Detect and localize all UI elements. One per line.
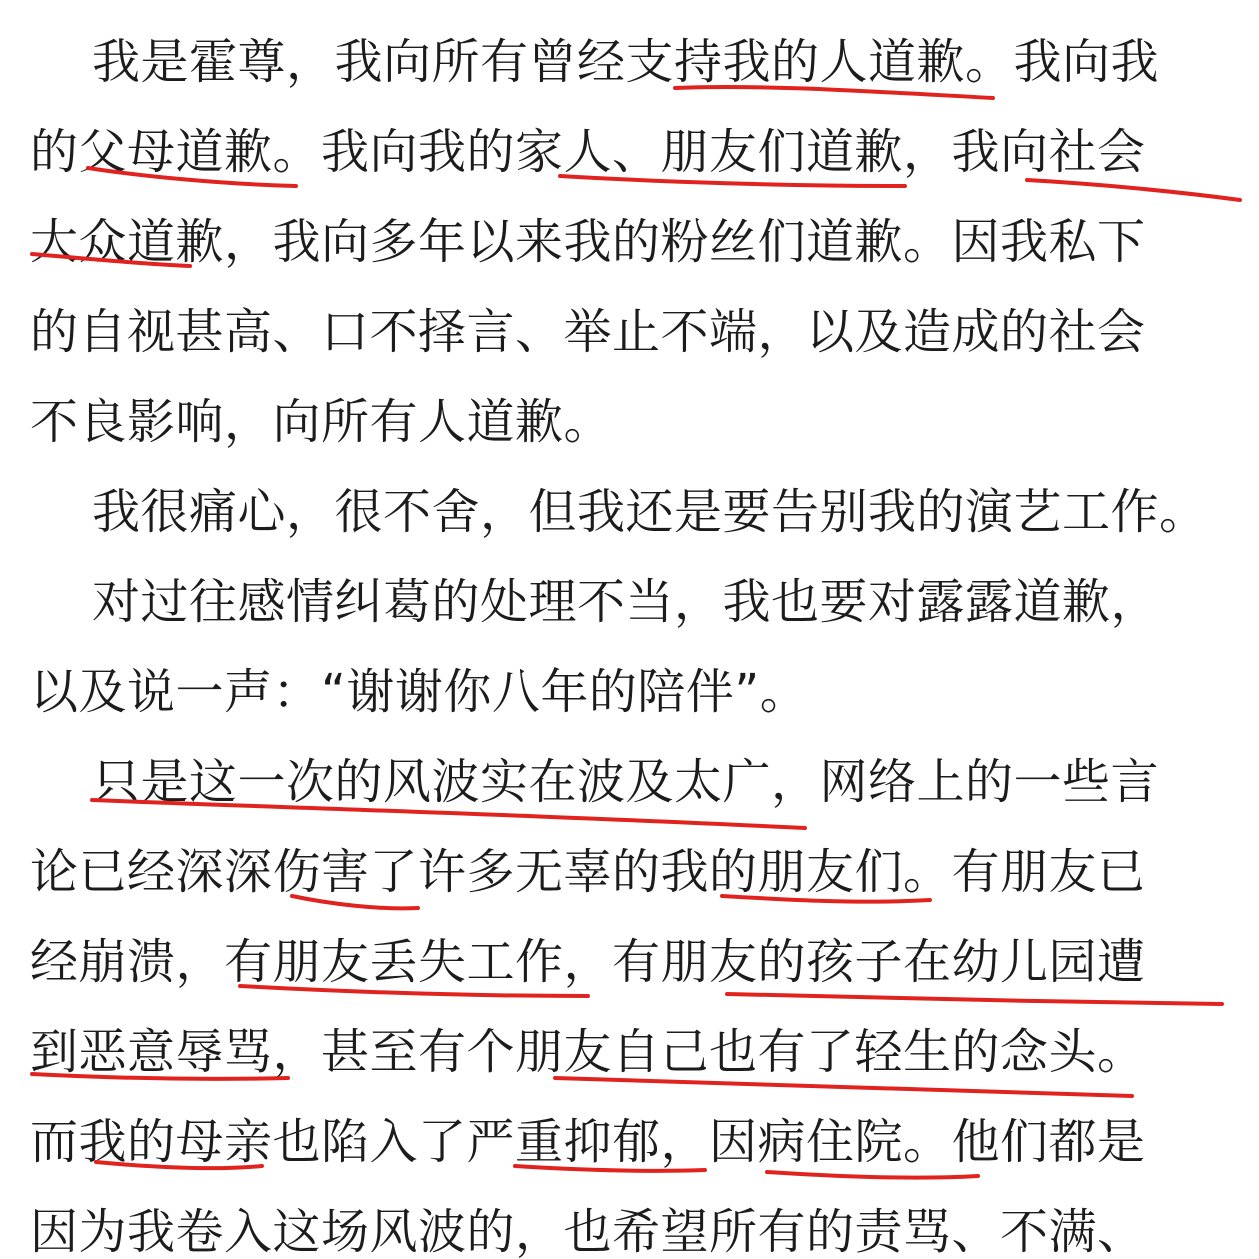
text-line-5: 不良影响，向所有人道歉。: [30, 394, 613, 450]
text-line-14: 因为我卷入这场风波的，也希望所有的责骂、不满、: [30, 1204, 1146, 1259]
text-line-8: 以及说一声：“谢谢你八年的陪伴”。: [30, 664, 809, 720]
text-line-7: 对过往感情纠葛的处理不当，我也要对露露道歉，: [92, 574, 1160, 630]
text-line-6: 我很痛心，很不舍，但我还是要告别我的演艺工作。: [92, 484, 1208, 540]
underline-mark: [767, 1172, 978, 1178]
underline-mark: [1027, 180, 1240, 200]
text-line-12: 到恶意辱骂，甚至有个朋友自己也有了轻生的念头。: [30, 1024, 1146, 1080]
text-line-1: 我是霍尊，我向所有曾经支持我的人道歉。我向我: [92, 34, 1160, 90]
text-line-11: 经崩溃，有朋友丢失工作，有朋友的孩子在幼儿园遭: [30, 934, 1146, 990]
text-line-13: 而我的母亲也陷入了严重抑郁，因病住院。他们都是: [30, 1114, 1146, 1170]
text-line-3: 大众道歉，我向多年以来我的粉丝们道歉。因我私下: [30, 214, 1146, 270]
text-line-9: 只是这一次的风波实在波及太广，网络上的一些言: [92, 754, 1160, 810]
text-line-10: 论已经深深伤害了许多无辜的我的朋友们。有朋友已: [30, 844, 1146, 900]
text-line-2: 的父母道歉。我向我的家人、朋友们道歉，我向社会: [30, 124, 1146, 180]
underline-mark: [727, 994, 1222, 1004]
text-line-4: 的自视甚高、口不择言、举止不端，以及造成的社会: [30, 304, 1146, 360]
